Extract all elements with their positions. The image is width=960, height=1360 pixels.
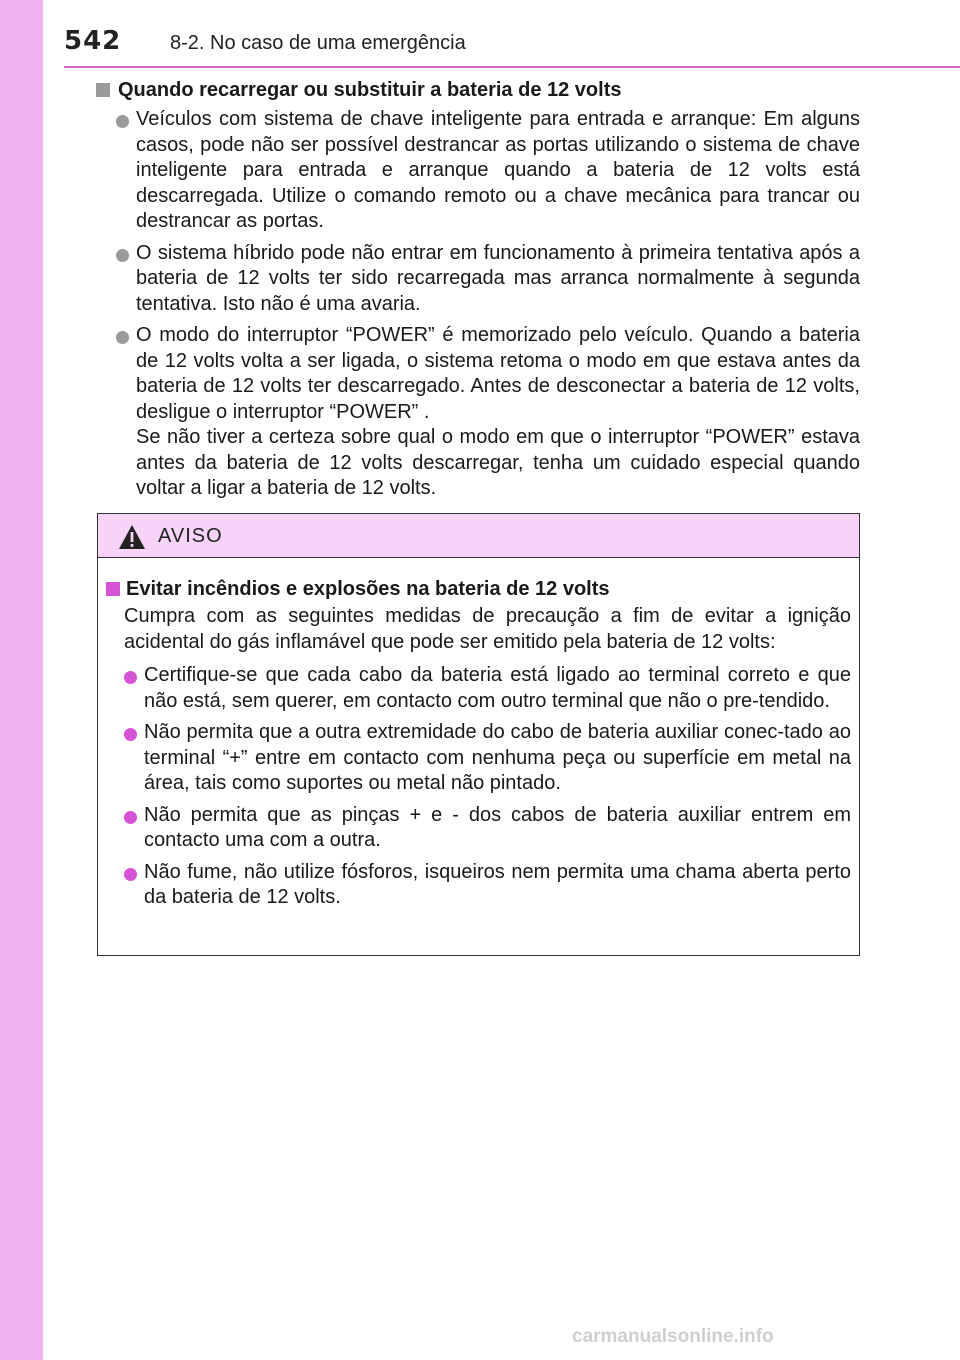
bullet-text: Veículos com sistema de chave inteligente para entrada e arranque: Em alguns casos, pode não ser possível destrancar as portas utilizando o sistema de chave inteligente para entrada e arranque quando a bateria de 12 volts está descarregada. Utilize o comando remoto ou a chave mecânica para trancar ou destrancar as portas. <box>136 108 860 232</box>
round-bullet-icon <box>124 728 137 741</box>
bullet-text-continued: Se não tiver a certeza sobre qual o modo em que o interruptor “POWER” estava antes da bateria de 12 volts descarregar, tenha um cuidado especial quando voltar a ligar a bateria de 12 volts. <box>136 426 860 499</box>
round-bullet-icon <box>116 331 129 344</box>
section-battery-recharge <box>96 77 860 508</box>
warning-title: AVISO <box>158 525 223 547</box>
warning-list-item <box>106 663 851 714</box>
bullet-text: O sistema híbrido pode não entrar em funcionamento à primeira tentativa após a bateria de 12 volts ter sido recarregada mas arranca normalmente à segunda tentativa. Isto não é uma avaria. <box>136 241 860 315</box>
warning-subheading-text: Evitar incêndios e explosões na bateria de 12 volts <box>126 578 610 600</box>
header-rule <box>64 66 960 68</box>
round-bullet-icon <box>116 115 129 128</box>
warning-triangle-icon <box>118 524 146 550</box>
square-bullet-icon <box>106 582 120 596</box>
list-item <box>96 241 860 318</box>
warning-bullet-text: Não permita que a outra extremidade do cabo de bateria auxiliar conec-tado ao terminal “+” entre em contacto com nenhuma peça ou superfície em metal na área, tais como suportes ou metal não pintado. <box>144 721 851 794</box>
list-item <box>96 323 860 502</box>
round-bullet-icon <box>124 868 137 881</box>
warning-bullet-text: Certifique-se que cada cabo da bateria está ligado ao terminal correto e que não está, sem querer, em contacto com outro terminal que não o pre-tendido. <box>144 664 851 712</box>
bullet-text: O modo do interruptor “POWER” é memorizado pelo veículo. Quando a bateria de 12 volts volta a ser ligada, o sistema retoma o modo em que estava antes da bateria de 12 volts ter descarregado. Antes de desconectar a bateria de 12 volts, desligue o interruptor “POWER” . <box>136 324 860 423</box>
running-header: 8-2. No caso de uma emergência <box>170 32 466 54</box>
warning-list-item <box>106 860 851 911</box>
list-item <box>96 107 860 235</box>
warning-body <box>98 558 859 911</box>
warning-box <box>97 513 860 956</box>
round-bullet-icon <box>124 811 137 824</box>
footer-watermark: carmanualsonline.info <box>572 1326 774 1347</box>
warning-intro: Cumpra com as seguintes medidas de precaução a fim de evitar a ignição acidental do gás inflamável que pode ser emitido pela bateria de 12 volts: <box>124 605 851 653</box>
side-tab-strip <box>0 0 43 1360</box>
warning-subheading <box>106 576 851 602</box>
warning-list-item <box>106 803 851 854</box>
warning-header <box>98 514 859 558</box>
page-number: 542 <box>64 26 122 56</box>
round-bullet-icon <box>116 249 129 262</box>
round-bullet-icon <box>124 671 137 684</box>
section-heading-text: Quando recarregar ou substituir a bateria de 12 volts <box>118 79 622 101</box>
warning-bullet-text: Não permita que as pinças + e - dos cabos de bateria auxiliar entrem em contacto uma com a outra. <box>144 803 851 851</box>
square-bullet-icon <box>96 83 110 97</box>
warning-bullet-text: Não fume, não utilize fósforos, isqueiros nem permita uma chama aberta perto da bateria de 12 volts. <box>144 860 851 908</box>
warning-list-item <box>106 720 851 797</box>
section-heading <box>96 77 860 103</box>
